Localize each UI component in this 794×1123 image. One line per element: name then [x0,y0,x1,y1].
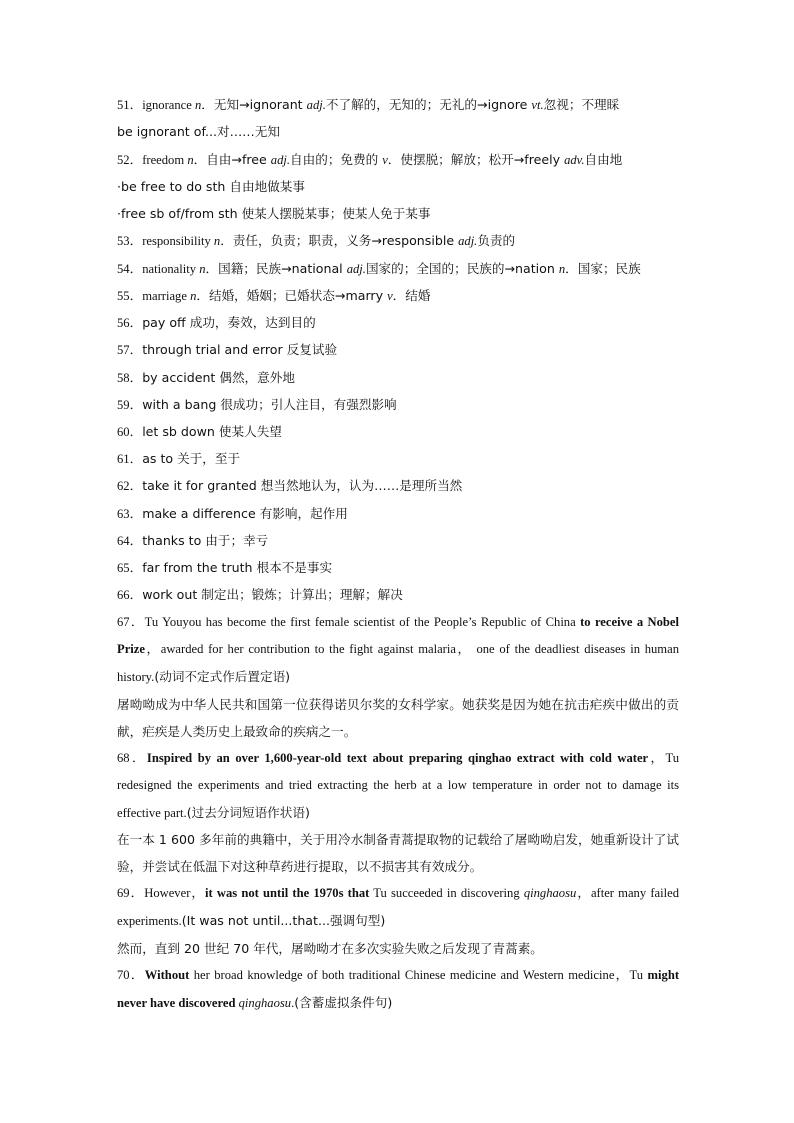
sentence-text: Tu succeeded in discovering [369,886,524,900]
grammar-note: (过去分词短语作状语) [186,805,310,820]
definition: ．责任，负责；职责，义务→responsible [220,233,459,248]
translation-69 [117,935,679,962]
term: ignorance [142,98,192,112]
vocab-sub-52b [117,204,430,224]
phrase-item-61 [117,449,240,469]
item-number: 63． [117,507,143,521]
phrase: pay off 成功，奏效，达到目的 [142,315,316,330]
phrase: as to 关于，至于 [142,451,241,466]
item-number: 52． [117,153,143,167]
item-number: 62． [117,479,143,493]
definition: 国家的；全国的；民族的→nation [365,261,559,276]
item-number: 65． [117,561,143,575]
sentence-70 [117,962,679,1017]
vocab-sub-51 [117,122,280,142]
phrase: work out 制定出；锻炼；计算出；理解；解决 [142,587,403,602]
translation: 在一本 1 600 多年前的典籍中，关于用冷水制备青蒿提取物的记载给了屠呦呦启发，她重新设计了试验，并尝试在低温下对这种草药进行提取，以不损害其有效成分。 [117,832,679,874]
sentence-text: ，after many failed experiments. [117,886,679,928]
pos-tag: n [195,98,202,112]
term: freedom [142,153,185,167]
term: marriage [142,289,187,303]
definition: ．结婚，婚姻；已婚状态→marry [196,288,388,303]
phrase: thanks to 由于；幸亏 [142,533,269,548]
key-structure: Without [144,968,190,982]
italic-term: qinghaosu [238,996,292,1010]
item-number: 53． [117,234,143,248]
sentence-67 [117,609,679,691]
definition: ．无知→ignorant [201,97,307,112]
key-structure: to receive a Nobel Prize [117,615,680,656]
sentence-text: 69．However， [117,886,206,900]
item-number: 61． [117,452,143,466]
grammar-note: (It was not until...that...强调句型) [181,913,386,928]
sentence-68 [117,745,679,827]
phrase: make a difference 有影响，起作用 [142,506,348,521]
item-number: 64． [117,534,143,548]
definition: ．自由→free [193,152,271,167]
pos-tag: adv. [564,153,585,167]
definition: 忽视；不理睬 [543,97,620,112]
pos-tag: n [187,153,194,167]
phrase-item-62 [117,476,462,496]
phrase: ·free sb of/from sth 使某人摆脱某事；使某人免于某事 [117,206,431,221]
sentence-text: 67．Tu Youyou has become the first female scientist of the People’s Republic of China [117,615,581,629]
definition: ．结婚 [392,288,431,303]
item-number: 56． [117,316,143,330]
vocab-item-52 [117,150,622,170]
sentence-text: ，awarded for her contribution to the fight against malaria， one of the deadliest diseases in human history. [117,642,679,684]
key-structure: it was not until the 1970s that [205,886,370,900]
pos-tag: n [213,234,221,248]
vocab-item-55 [117,286,430,306]
sentence-text: 68． [117,751,147,765]
pos-tag: n [190,289,197,303]
pos-tag: v [382,153,388,167]
sentence-69 [117,880,679,935]
vocab-item-51 [117,95,619,115]
definition: 自由的；免费的 [290,152,383,167]
definition: ．国家；民族 [565,261,641,276]
phrase: ·be free to do sth 自由地做某事 [117,179,305,194]
definition: 负责的 [477,233,516,248]
pos-tag: v [387,289,393,303]
phrase: with a bang 很成功；引人注目，有强烈影响 [142,397,397,412]
definition: 不了解的，无知的；无礼的→ignore [325,97,532,112]
item-number: 58． [117,371,143,385]
item-number: 54． [117,262,143,276]
pos-tag: adj. [270,153,291,167]
sentence-text: ，Tu redesigned the experiments and tried extracting the herb at a low temperature in order not to damage its effective part. [117,751,680,820]
pos-tag: adj. [458,234,478,248]
translation: 屠呦呦成为中华人民共和国第一位获得诺贝尔奖的女科学家。她获奖是因为她在抗击疟疾中做出的贡献，疟疾是人类历史上最致命的疾病之一。 [117,697,679,739]
phrase-item-56 [117,313,316,333]
sentence-text: 70． [117,968,145,982]
phrase-item-60 [117,422,282,442]
term: nationality [142,262,197,276]
pos-tag: n [199,262,206,276]
pos-tag: vt. [531,98,544,112]
phrase-item-57 [117,340,337,360]
vocab-sub-52a [117,177,305,197]
phrase-item-58 [117,368,295,388]
translation-67 [117,691,679,745]
phrase-item-65 [117,558,332,578]
definition: 自由地 [584,152,623,167]
phrase: through trial and error 反复试验 [142,342,338,357]
phrase: by accident 偶然，意外地 [142,370,295,385]
grammar-note: (动词不定式作后置定语) [154,669,291,684]
term: responsibility [142,234,211,248]
phrase: be ignorant of...对……无知 [117,124,280,139]
italic-term: qinghaosu [523,886,577,900]
item-number: 57． [117,343,143,357]
phrase-item-66 [117,585,403,605]
key-structure: might never have discovered [117,968,680,1010]
definition: ．国籍；民族→national [205,261,347,276]
pos-tag: n [558,262,566,276]
phrase: let sb down 使某人失望 [142,424,282,439]
item-number: 66． [117,588,143,602]
translation-68 [117,826,679,880]
vocab-item-53 [117,231,515,251]
definition: ．使摆脱；解放；松开→freely [387,152,565,167]
phrase-item-63 [117,504,348,524]
phrase: far from the truth 根本不是事实 [142,560,333,575]
item-number: 60． [117,425,143,439]
translation: 然而，直到 20 世纪 70 年代，屠呦呦才在多次实验失败之后发现了青蒿素。 [117,941,543,956]
item-number: 55． [117,289,143,303]
sentence-text: . [291,996,295,1010]
key-structure: Inspired by an over 1,600-year-old text about preparing qinghao extract with cold water [146,751,649,765]
sentence-text: her broad knowledge of both traditional Chinese medicine and Western medicine，Tu [189,968,648,982]
item-number: 51． [117,98,143,112]
pos-tag: adj. [346,262,366,276]
phrase-item-59 [117,395,397,415]
phrase: take it for granted 想当然地认为，认为……是理所当然 [142,478,463,493]
grammar-note: (含蓄虚拟条件句) [294,995,393,1010]
vocab-item-54 [117,259,641,279]
item-number: 59． [117,398,143,412]
phrase-item-64 [117,531,268,551]
pos-tag: adj. [306,98,326,112]
